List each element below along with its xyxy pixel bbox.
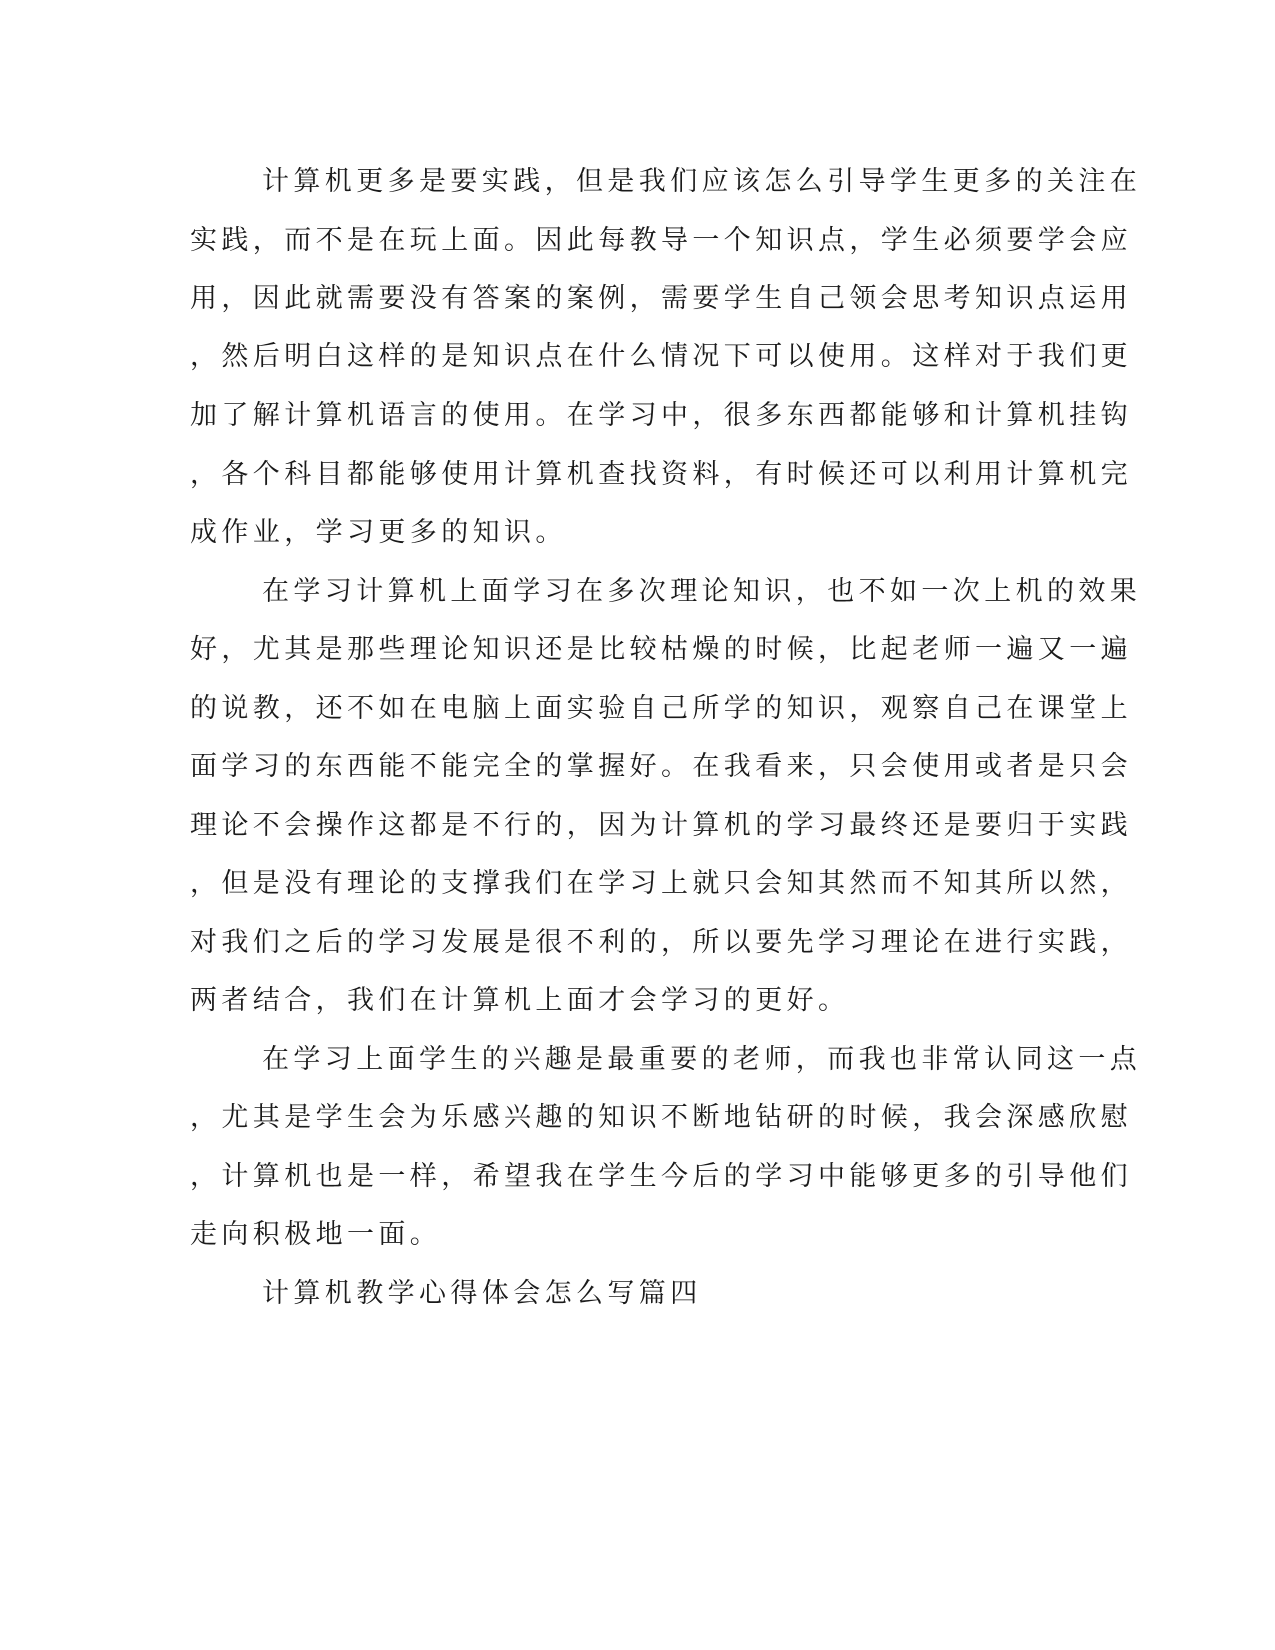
paragraph-2-line-5: 理论不会操作这都是不行的，因为计算机的学习最终还是要归于实践: [190, 810, 1132, 841]
paragraph-2-line-2: 好，尤其是那些理论知识还是比较枯燥的时候，比起老师一遍又一遍: [190, 634, 1132, 665]
paragraph-1-line-1: 计算机更多是要实践，但是我们应该怎么引导学生更多的关注在: [262, 166, 1142, 197]
paragraph-1-line-7: 成作业，学习更多的知识。: [190, 517, 567, 548]
paragraph-3-line-1: 在学习上面学生的兴趣是最重要的老师，而我也非常认同这一点: [262, 1044, 1142, 1075]
paragraph-2-line-8: 两者结合，我们在计算机上面才会学习的更好。: [190, 985, 850, 1016]
paragraph-1-line-6: ，各个科目都能够使用计算机查找资料，有时候还可以利用计算机完: [190, 459, 1132, 490]
paragraph-3-line-4: 走向积极地一面。: [190, 1219, 442, 1250]
section-heading: 计算机教学心得体会怎么写篇四: [262, 1278, 702, 1309]
paragraph-2-line-1: 在学习计算机上面学习在多次理论知识，也不如一次上机的效果: [262, 576, 1142, 607]
paragraph-2-line-3: 的说教，还不如在电脑上面实验自己所学的知识，观察自己在课堂上: [190, 693, 1132, 724]
paragraph-2-line-7: 对我们之后的学习发展是很不利的，所以要先学习理论在进行实践，: [190, 927, 1132, 958]
paragraph-3-line-2: ，尤其是学生会为乐感兴趣的知识不断地钻研的时候，我会深感欣慰: [190, 1102, 1132, 1133]
paragraph-1-line-4: ，然后明白这样的是知识点在什么情况下可以使用。这样对于我们更: [190, 341, 1132, 372]
paragraph-1-line-2: 实践，而不是在玩上面。因此每教导一个知识点，学生必须要学会应: [190, 225, 1132, 256]
paragraph-1-line-3: 用，因此就需要没有答案的案例，需要学生自己领会思考知识点运用: [190, 283, 1132, 314]
paragraph-3-line-3: ，计算机也是一样，希望我在学生今后的学习中能够更多的引导他们: [190, 1161, 1132, 1192]
paragraph-2-line-6: ，但是没有理论的支撑我们在学习上就只会知其然而不知其所以然，: [190, 868, 1132, 899]
paragraph-2-line-4: 面学习的东西能不能完全的掌握好。在我看来，只会使用或者是只会: [190, 751, 1132, 782]
paragraph-1-line-5: 加了解计算机语言的使用。在学习中，很多东西都能够和计算机挂钩: [190, 400, 1132, 431]
